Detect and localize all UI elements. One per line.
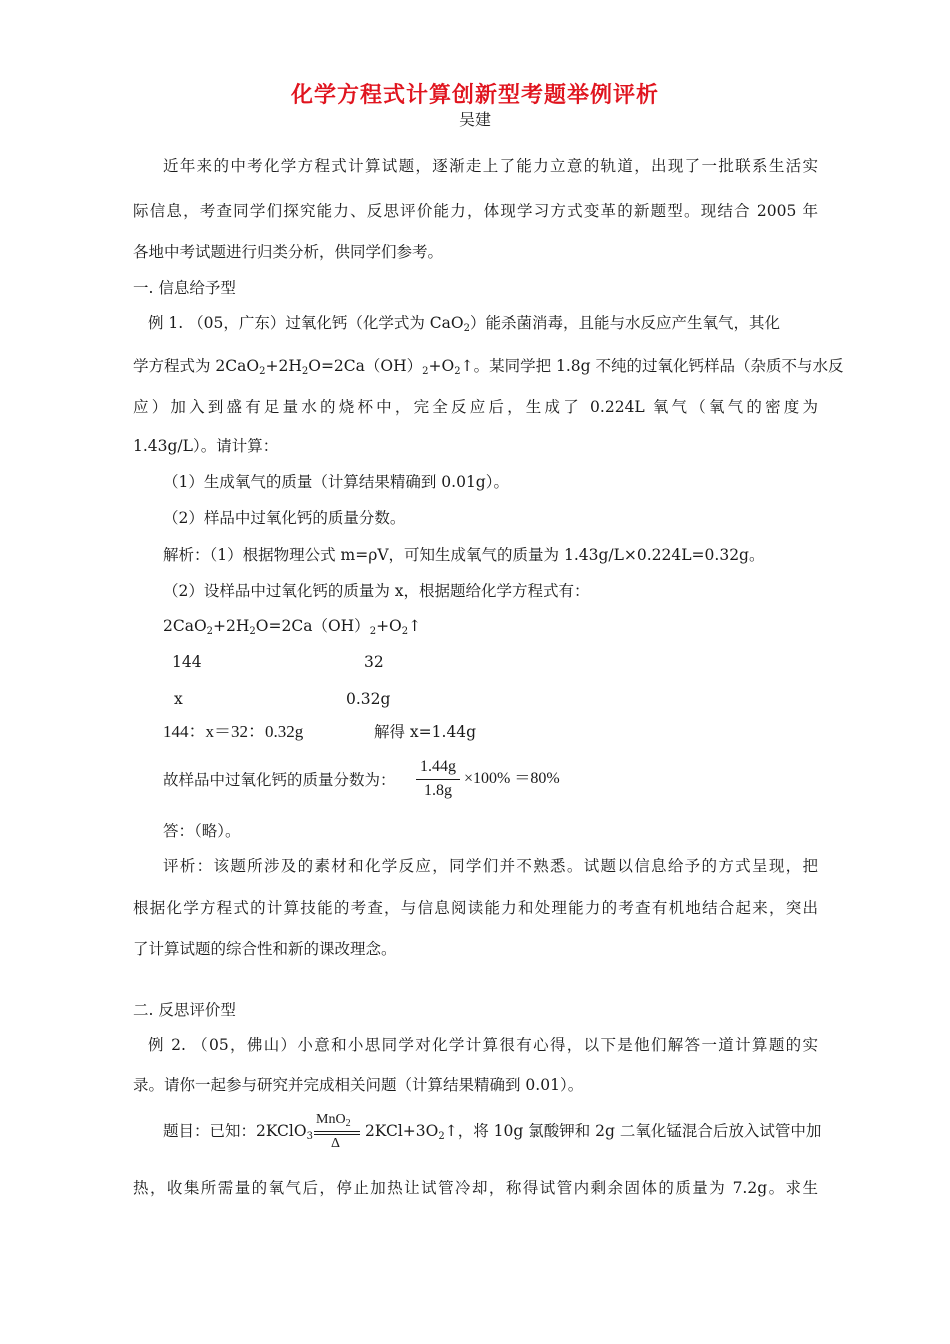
mass-32: 32 bbox=[364, 653, 384, 671]
fraction-numerator: 1.44g bbox=[420, 758, 456, 775]
heat-symbol: Δ bbox=[331, 1136, 341, 1151]
author: 吴建 bbox=[458, 110, 491, 129]
mass-144: 144 bbox=[172, 653, 202, 671]
analysis-1: 解析：（1）根据物理公式 m=ρV，可知生成氧气的质量为 1.43g/L×0.224L=0.32g。 bbox=[163, 546, 765, 564]
example-2-line-1: 例 2. （05，佛山）小意和小思同学对化学计算很有心得，以下是他们解答一道计算题的实 bbox=[148, 1036, 818, 1054]
solution-x: 解得 x=1.44g bbox=[374, 723, 477, 741]
analysis-2: （2）设样品中过氧化钙的质量为 x，根据题给化学方程式有： bbox=[163, 582, 590, 600]
percent-result: ×100% ＝80% bbox=[464, 770, 560, 787]
reaction-condition bbox=[314, 1112, 360, 1156]
proportion: 144：x＝32：0.32g bbox=[163, 722, 304, 741]
example-1-line-3: 应）加入到盛有足量水的烧杯中，完全反应后，生成了 0.224L 氧气（氧气的密度为 bbox=[133, 398, 818, 416]
question-1: （1）生成氧气的质量（计算结果精确到 0.01g）。 bbox=[163, 473, 509, 491]
section-heading-1: 一. 信息给予型 bbox=[133, 279, 236, 297]
fraction-bar bbox=[416, 779, 460, 780]
intro-line-1: 近年来的中考化学方程式计算试题，逐渐走上了能力立意的轨道，出现了一批联系生活实 bbox=[163, 157, 818, 175]
answer-line: 答：（略）。 bbox=[163, 822, 241, 840]
comment-line-1: 评析：该题所涉及的素材和化学反应，同学们并不熟悉。试题以信息给予的方式呈现，把 bbox=[163, 857, 818, 875]
mass-x: x bbox=[174, 690, 183, 708]
problem-statement-line-2: 热，收集所需量的氧气后，停止加热让试管冷却，称得试管内剩余固体的质量为 7.2g。求生 bbox=[133, 1179, 818, 1197]
question-2: （2）样品中过氧化钙的质量分数。 bbox=[163, 509, 406, 527]
equation-1: $2CaO_2+2H_2O=2Ca(OH)_2+O_2↑$ bbox=[163, 617, 422, 637]
problem-statement-line-1: 题目：已知：2KClO$_3$ $2KCl+3O_2↑$，将 10g 氯酸钾和 2g 二氧化锰混合后放入试管中加 bbox=[163, 1122, 822, 1142]
example-1-line-4: 1.43g/L）。请计算： bbox=[133, 437, 279, 455]
intro-line-3: 各地中考试题进行归类分析，供同学们参考。 bbox=[133, 243, 444, 261]
mass-0-32g: 0.32g bbox=[346, 690, 391, 708]
section-heading-2: 二. 反思评价型 bbox=[133, 1001, 236, 1019]
percent-label: 故样品中过氧化钙的质量分数为： bbox=[163, 771, 396, 789]
comment-line-2: 根据化学方程式的计算技能的考查，与信息阅读能力和处理能力的考查有机地结合起来，突出 bbox=[133, 899, 818, 917]
fraction bbox=[416, 758, 460, 802]
comment-line-3: 了计算试题的综合性和新的课改理念。 bbox=[133, 940, 397, 958]
document-title: 化学方程式计算创新型考题举例评析 bbox=[290, 83, 659, 108]
catalyst-label: MnO$_2$ bbox=[316, 1112, 351, 1129]
example-1-line-2: 学方程式为 $2CaO_2+2H_2O=2Ca(OH)_2+O_2↑$。某同学把 1.8g 不纯的过氧化钙样品（杂质不与水反 bbox=[133, 357, 844, 377]
fraction-denominator: 1.8g bbox=[424, 782, 452, 799]
intro-line-2: 际信息，考查同学们探究能力、反思评价能力，体现学习方式变革的新题型。现结合 2005 年 bbox=[133, 202, 818, 220]
example-2-line-2: 录。请你一起参与研究并完成相关问题（计算结果精确到 0.01）。 bbox=[133, 1076, 584, 1094]
example-1-line-1: 例 1. （05，广东）过氧化钙（化学式为 CaO$_2$）能杀菌消毒，且能与水反应产生氧气，其化 bbox=[148, 314, 780, 334]
condition-bar-top bbox=[314, 1131, 360, 1132]
condition-bar-bottom bbox=[314, 1134, 360, 1135]
